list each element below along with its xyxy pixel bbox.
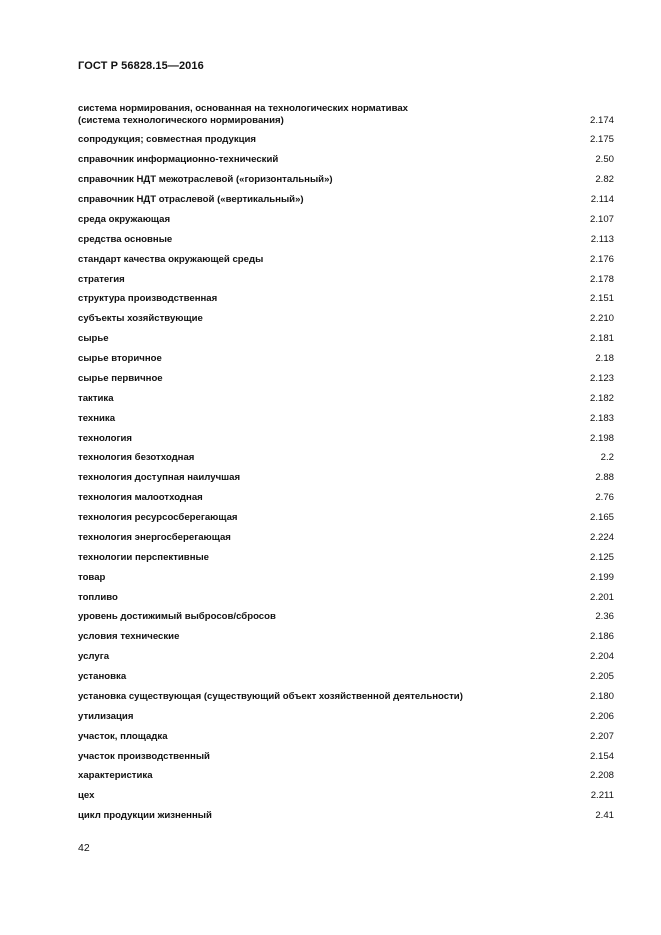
index-entry — [78, 285, 614, 305]
index-entry — [78, 683, 614, 703]
index-reference-number: 2.50 — [595, 154, 614, 166]
index-term: справочник НДТ межотраслевой («горизонтальный») — [78, 174, 333, 186]
index-entry — [78, 563, 614, 583]
index-term: технология энергосберегающая — [78, 531, 231, 543]
index-term: технология — [78, 432, 132, 444]
index-term: технология безотходная — [78, 452, 195, 464]
index-reference-number: 2.107 — [589, 213, 614, 225]
index-reference-number: 2.204 — [589, 651, 614, 663]
index-entry — [78, 782, 614, 802]
index-entry — [78, 166, 614, 186]
index-reference-number: 2.76 — [595, 492, 614, 504]
index-term: стратегия — [78, 273, 125, 285]
index-term: условия технические — [78, 631, 180, 643]
index-term: структура производственная — [78, 293, 218, 305]
index-entry — [78, 484, 614, 504]
index-term: технология доступная наилучшая — [78, 472, 241, 484]
index-entry — [78, 603, 614, 623]
index-term: справочник информационно-технический — [78, 154, 279, 166]
index-reference-number: 2.208 — [589, 770, 614, 782]
index-reference-number: 2.36 — [595, 611, 614, 623]
index-reference-number: 2.186 — [589, 631, 614, 643]
index-entry — [78, 225, 614, 245]
index-term: сырье вторичное — [78, 353, 162, 364]
index-reference-number: 2.199 — [589, 571, 614, 583]
index-reference-number: 2.174 — [589, 114, 614, 126]
index-term: характеристика — [78, 770, 153, 782]
index-reference-number: 2.183 — [589, 412, 614, 424]
index-entry — [78, 444, 614, 464]
index-entry — [78, 623, 614, 643]
index-term: товар — [78, 571, 106, 583]
index-reference-number: 2.207 — [589, 730, 614, 742]
index-reference-number: 2.224 — [589, 531, 614, 543]
index-term-line: система нормирования, основанная на технологических нормативах — [78, 103, 409, 114]
index-entry — [78, 146, 614, 166]
index-reference-number: 2.201 — [589, 591, 614, 603]
index-reference-number: 2.82 — [595, 174, 614, 186]
terms-index-list — [78, 97, 614, 822]
index-term: цех — [78, 790, 95, 802]
index-entry — [78, 663, 614, 683]
index-entry — [78, 404, 614, 424]
index-entry — [78, 722, 614, 742]
index-entry — [78, 524, 614, 544]
index-term: сырье первичное — [78, 372, 163, 384]
index-reference-number: 2.211 — [590, 790, 614, 802]
index-entry — [78, 245, 614, 265]
index-entry — [78, 742, 614, 762]
index-term: топливо — [78, 591, 118, 603]
index-entry — [78, 762, 614, 782]
index-reference-number: 2.175 — [589, 134, 614, 146]
index-entry — [78, 583, 614, 603]
index-reference-number: 2.206 — [589, 710, 614, 722]
index-entry — [78, 365, 614, 385]
index-reference-number: 2.210 — [589, 313, 614, 325]
index-term: средства основные — [78, 233, 173, 245]
index-reference-number: 2.180 — [589, 690, 614, 702]
index-term — [78, 103, 408, 126]
index-entry — [78, 543, 614, 563]
index-term-line: (система технологического нормирования) — [78, 114, 284, 126]
index-reference-number: 2.2 — [600, 452, 614, 464]
index-term: сырье — [78, 333, 109, 345]
index-reference-number: 2.114 — [590, 194, 614, 205]
page-number: 42 — [78, 842, 90, 854]
document-header: ГОСТ Р 56828.15—2016 — [78, 60, 204, 72]
index-term: участок производственный — [78, 750, 210, 762]
index-term: установка — [78, 671, 127, 682]
index-term: установка существующая (существующий объект хозяйственной деятельности) — [78, 690, 463, 702]
index-entry — [78, 305, 614, 325]
index-entry — [78, 265, 614, 285]
index-entry — [78, 97, 614, 126]
index-reference-number: 2.41 — [595, 810, 614, 822]
index-reference-number: 2.165 — [589, 512, 614, 523]
index-reference-number: 2.125 — [589, 551, 614, 563]
index-reference-number: 2.181 — [589, 333, 614, 345]
index-reference-number: 2.88 — [595, 472, 614, 484]
index-term: технология малоотходная — [78, 492, 203, 504]
index-reference-number: 2.113 — [590, 233, 614, 245]
index-entry — [78, 504, 614, 524]
index-reference-number: 2.198 — [589, 432, 614, 444]
index-term: среда окружающая — [78, 213, 171, 225]
index-entry — [78, 345, 614, 365]
index-entry — [78, 206, 614, 226]
index-reference-number: 2.151 — [589, 293, 614, 305]
index-term: сопродукция; совместная продукция — [78, 134, 257, 146]
index-term: участок, площадка — [78, 730, 168, 742]
index-term: технологии перспективные — [78, 551, 210, 563]
index-term: техника — [78, 412, 116, 424]
index-term: тактика — [78, 392, 114, 404]
index-reference-number: 2.182 — [589, 392, 614, 404]
index-entry — [78, 186, 614, 206]
index-entry — [78, 643, 614, 663]
index-term: субъекты хозяйствующие — [78, 313, 203, 325]
index-term: услуга — [78, 651, 110, 663]
index-term: стандарт качества окружающей среды — [78, 253, 264, 265]
index-reference-number: 2.18 — [595, 353, 614, 364]
index-term: справочник НДТ отраслевой («вертикальный») — [78, 194, 304, 205]
index-entry — [78, 325, 614, 345]
index-term: утилизация — [78, 710, 134, 722]
index-entry — [78, 384, 614, 404]
index-entry — [78, 464, 614, 484]
index-reference-number: 2.154 — [589, 750, 614, 762]
index-reference-number: 2.123 — [589, 372, 614, 384]
index-entry — [78, 802, 614, 822]
index-reference-number: 2.178 — [589, 273, 614, 285]
index-reference-number: 2.205 — [589, 671, 614, 682]
index-term: уровень достижимый выбросов/сбросов — [78, 611, 276, 623]
index-entry — [78, 702, 614, 722]
index-term: технология ресурсосберегающая — [78, 512, 238, 523]
index-entry — [78, 424, 614, 444]
index-entry — [78, 126, 614, 146]
index-reference-number: 2.176 — [589, 253, 614, 265]
index-term: цикл продукции жизненный — [78, 810, 212, 822]
